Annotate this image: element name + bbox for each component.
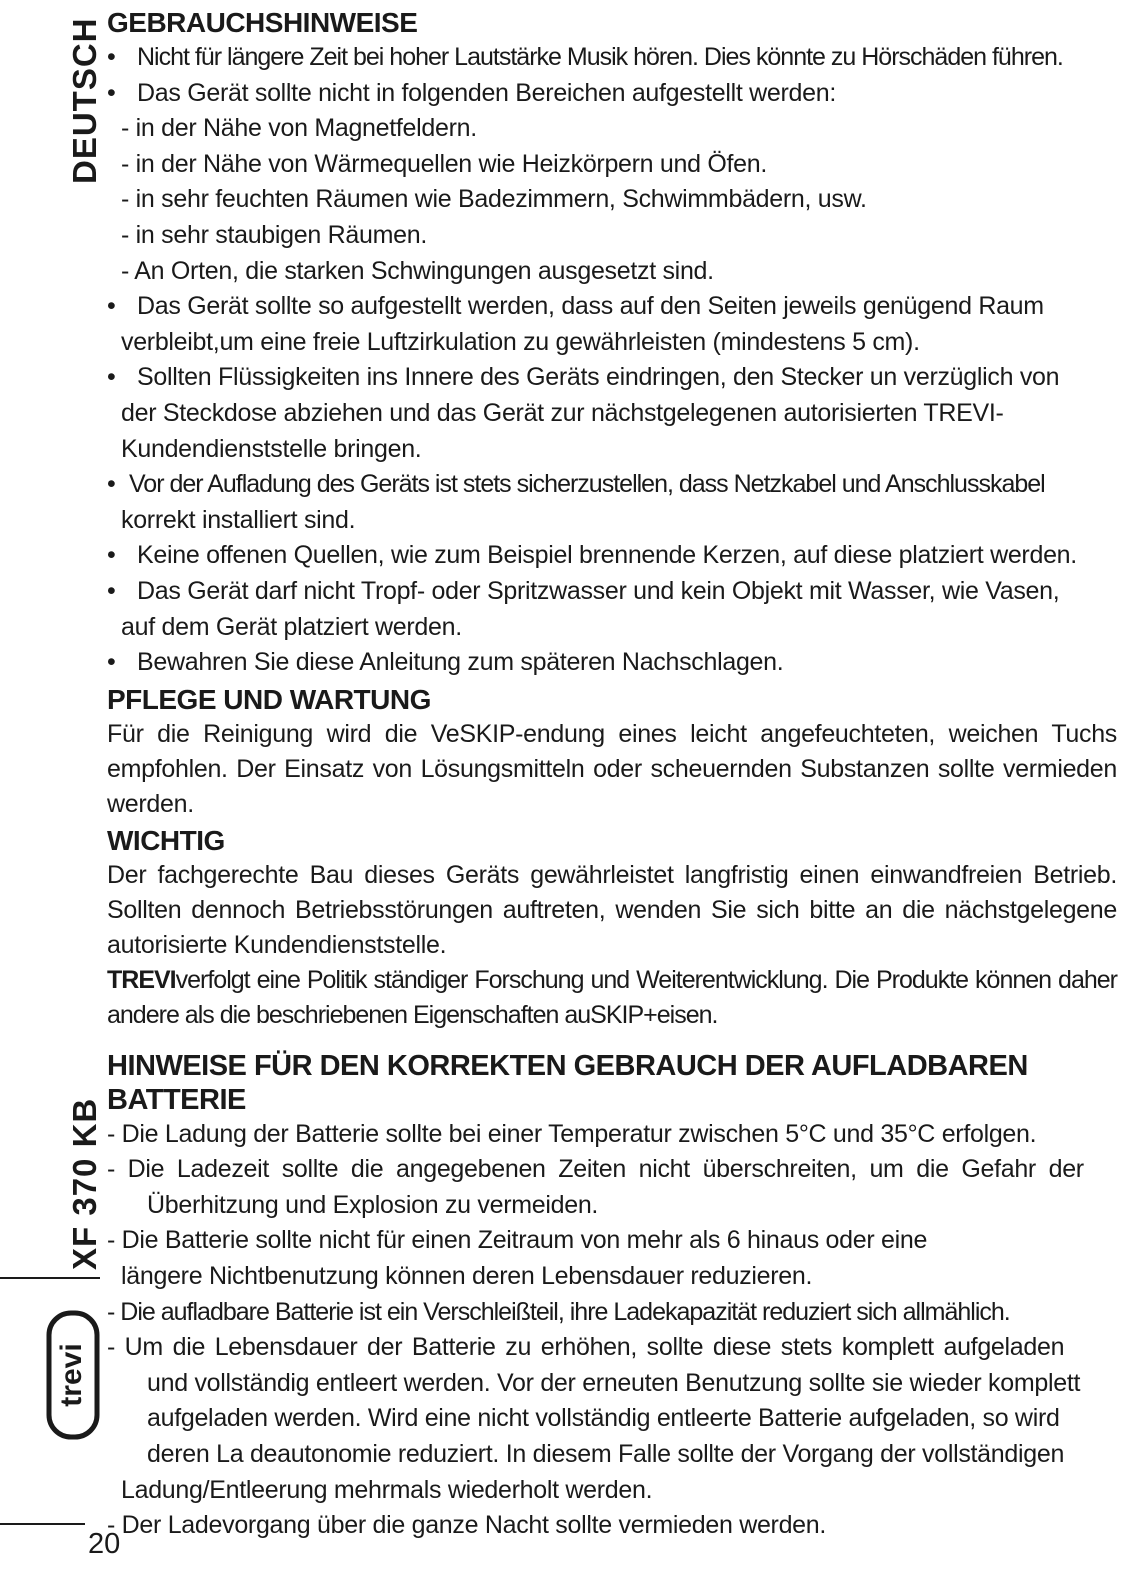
section-heading-wichtig: WICHTIG <box>107 824 225 856</box>
list-item: • Das Gerät darf nicht Tropf- oder Spritzwasser und kein Objekt mit Wasser, wie Vasen, <box>107 576 1060 605</box>
list-item-continuation: auf dem Gerät platziert werden. <box>121 612 462 641</box>
section-heading-gebrauch: GEBRAUCHSHINWEISE <box>107 7 418 38</box>
sub-item: - An Orten, die starken Schwingungen ausgesetzt sind. <box>121 256 714 285</box>
list-item-continuation: verbleibt,um eine freie Luftzirkulation zu gewährleisten (mindestens 5 cm). <box>121 327 920 356</box>
side-divider-bottom <box>0 1523 85 1525</box>
battery-item-continuation: und vollständig entleert werden. Vor der erneuten Benutzung sollte sie wieder komplett <box>147 1368 1081 1397</box>
list-item: • Keine offenen Quellen, wie zum Beispiel brennende Kerzen, auf diese platziert werden. <box>107 541 1077 570</box>
page-number: 20 <box>88 1528 121 1560</box>
battery-item: - Die Ladung der Batterie sollte bei einer Temperatur zwischen 5°C und 35°C erfolgen. <box>107 1119 1037 1148</box>
battery-item-continuation: längere Nichtbenutzung können deren Lebensdauer reduzieren. <box>121 1262 813 1291</box>
list-item: • Das Gerät sollte nicht in folgenden Bereichen aufgestellt werden: <box>107 78 836 107</box>
list-item: • Bewahren Sie diese Anleitung zum späteren Nachschlagen. <box>107 648 784 677</box>
paragraph-wichtig: Der fachgerechte Bau dieses Geräts gewährleistet langfristig einen einwandfreien Betrieb. Sollten dennoch Betriebsstörungen auftreten, wenden Sie sich bitte an die nächstgelegene autorisierte Kundendienststelle. <box>107 860 1117 959</box>
list-item: • Vor der Aufladung des Geräts ist stets sicherzustellen, dass Netzkabel und Anschlusskabel <box>107 470 1045 499</box>
battery-item-continuation: deren La deautonomie reduziert. In diesem Falle sollte der Vorgang der vollständigen <box>147 1440 1065 1469</box>
list-item: • Das Gerät sollte so aufgestellt werden, dass auf den Seiten jeweils genügend Raum <box>107 292 1044 321</box>
sub-item: - in sehr staubigen Räumen. <box>121 220 427 249</box>
battery-item-continuation: Überhitzung und Explosion zu vermeiden. <box>147 1190 599 1219</box>
sub-item: - in sehr feuchten Räumen wie Badezimmern, Schwimmbädern, usw. <box>121 185 867 214</box>
section-heading-pflege: PFLEGE UND WARTUNG <box>107 683 431 715</box>
list-item: • Sollten Flüssigkeiten ins Innere des Geräts eindringen, den Stecker un verzüglich von <box>107 363 1060 392</box>
battery-item: - Der Ladevorgang über die ganze Nacht sollte vermieden werden. <box>107 1511 827 1540</box>
model-label: XF 370 KB <box>66 1097 103 1270</box>
battery-item: - Die Batterie sollte nicht für einen Zeitraum von mehr als 6 hinaus oder eine <box>107 1226 928 1255</box>
battery-item: - Die aufladbare Batterie ist ein Verschleißteil, ihre Ladekapazität reduziert sich allmählich. <box>107 1297 1010 1326</box>
page-content <box>107 6 1117 1544</box>
paragraph-trevi: TREVIverfolgt eine Politik ständiger Forschung und Weiterentwicklung. Die Produkte können daher andere als die beschriebenen Eigenschaften auSKIP+eisen. <box>107 965 1117 1029</box>
logo-text: trevi <box>54 1343 88 1407</box>
battery-item-continuation: aufgeladen werden. Wird eine nicht vollständig entleerte Batterie aufgeladen, so wird <box>147 1404 1060 1433</box>
battery-item: - Die Ladezeit sollte die angegebenen Zeiten nicht überschreiten, um die Gefahr der <box>107 1155 1084 1184</box>
side-divider-top <box>0 1277 100 1279</box>
list-item-continuation: Kundendienststelle bringen. <box>121 434 422 463</box>
battery-item-continuation: Ladung/Entleerung mehrmals wiederholt werden. <box>121 1475 653 1504</box>
paragraph-pflege: Für die Reinigung wird die VeSKIP-endung eines leicht angefeuchteten, weichen Tuchs empfohlen. Der Einsatz von Lösungsmitteln oder scheuernden Substanzen sollte vermieden werden. <box>107 719 1117 818</box>
sub-item: - in der Nähe von Magnetfeldern. <box>121 114 477 143</box>
list-item-continuation: der Steckdose abziehen und das Gerät zur nächstgelegenen autorisierten TREVI- <box>121 398 1004 427</box>
list-item-continuation: korrekt installiert sind. <box>121 505 356 534</box>
brand-name: TREVI <box>107 965 176 994</box>
trevi-logo <box>46 1310 100 1440</box>
language-tab: DEUTSCH <box>66 17 103 184</box>
list-item: • Nicht für längere Zeit bei hoher Lautstärke Musik hören. Dies könnte zu Hörschäden führen. <box>107 43 1063 71</box>
battery-item: - Um die Lebensdauer der Batterie zu erhöhen, sollte diese stets komplett aufgeladen <box>107 1333 1065 1362</box>
section-heading-batterie: HINWEISE FÜR DEN KORREKTEN GEBRAUCH DER AUFLADBAREN BATTERIE <box>107 1049 1028 1116</box>
sub-item: - in der Nähe von Wärmequellen wie Heizkörpern und Öfen. <box>121 149 768 178</box>
